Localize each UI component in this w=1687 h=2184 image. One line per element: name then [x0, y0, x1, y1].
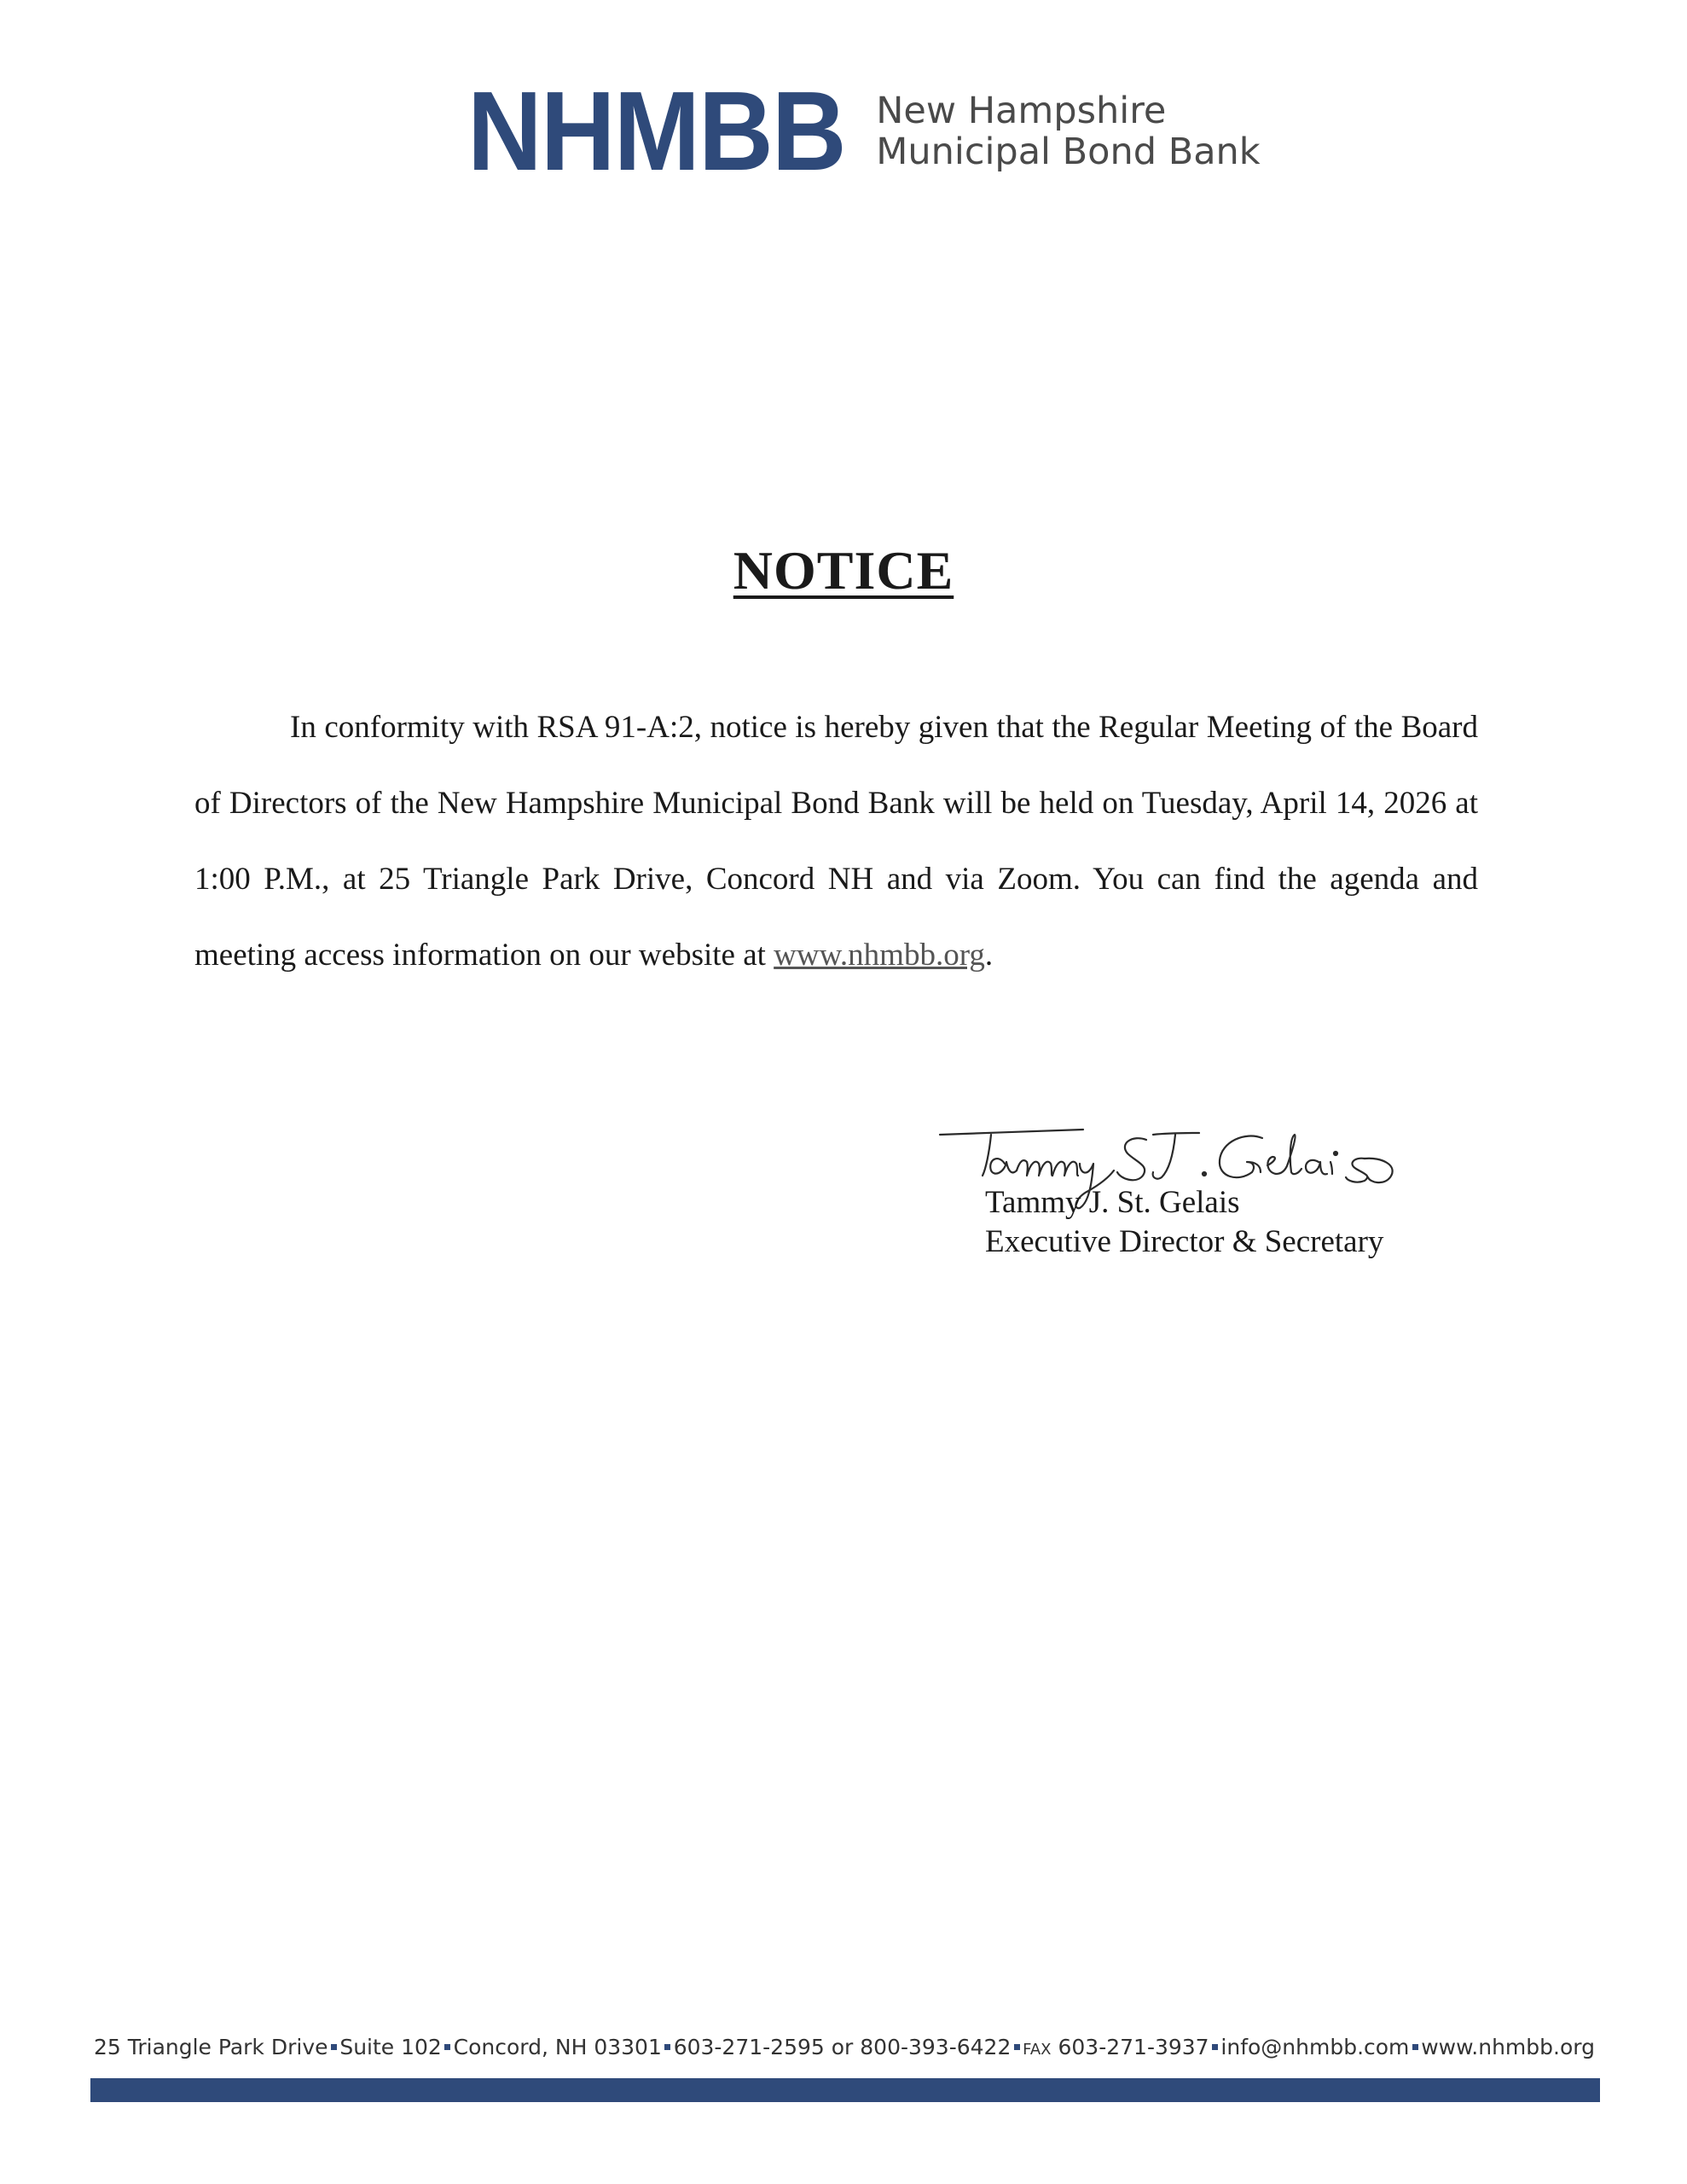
notice-body-text: In conformity with RSA 91-A:2, notice is hereby given that the Regular Meeting of the Board of Directors of the New Hampshire Municipal Bond Bank will be held on Tuesday, April 14, 2026 at 1:00 P.M., at 25 Triangle Park Drive, Concord NH and via Zoom. You can find the agenda and meeting access information on our website at	[194, 710, 1478, 973]
footer-suite: Suite 102	[339, 2035, 442, 2059]
footer	[94, 2035, 1595, 2059]
footer-website[interactable]: www.nhmbb.org	[1421, 2035, 1595, 2059]
bullet-separator-icon	[1212, 2044, 1218, 2050]
bullet-separator-icon	[1412, 2044, 1418, 2050]
fax-number: 603-271-3937	[1058, 2035, 1209, 2059]
footer-email[interactable]: info@nhmbb.com	[1220, 2035, 1410, 2059]
footer-bar	[90, 2078, 1600, 2102]
footer-phone: 603-271-2595 or 800-393-6422	[673, 2035, 1012, 2059]
signatory-name: Tammy J. St. Gelais	[985, 1185, 1240, 1220]
logo-mark: NHMBB	[467, 68, 845, 194]
bullet-separator-icon	[331, 2044, 337, 2050]
bullet-separator-icon	[1014, 2044, 1020, 2050]
footer-city: Concord, NH 03301	[453, 2035, 662, 2059]
bullet-separator-icon	[444, 2044, 450, 2050]
footer-fax	[1023, 2035, 1209, 2059]
notice-title	[0, 539, 1687, 602]
logo-line-1: New Hampshire	[876, 90, 1167, 132]
fax-label: FAX	[1023, 2041, 1052, 2059]
notice-body	[194, 689, 1478, 993]
logo-line-2: Municipal Bond Bank	[876, 131, 1261, 173]
signatory-title: Executive Director & Secretary	[985, 1224, 1384, 1259]
bullet-separator-icon	[664, 2044, 670, 2050]
notice-body-end: .	[984, 938, 994, 973]
website-link[interactable]: www.nhmbb.org	[774, 938, 985, 973]
footer-address: 25 Triangle Park Drive	[94, 2035, 328, 2059]
logo-text	[876, 90, 1260, 172]
logo	[467, 68, 1261, 194]
notice-title-text: NOTICE	[733, 540, 954, 601]
